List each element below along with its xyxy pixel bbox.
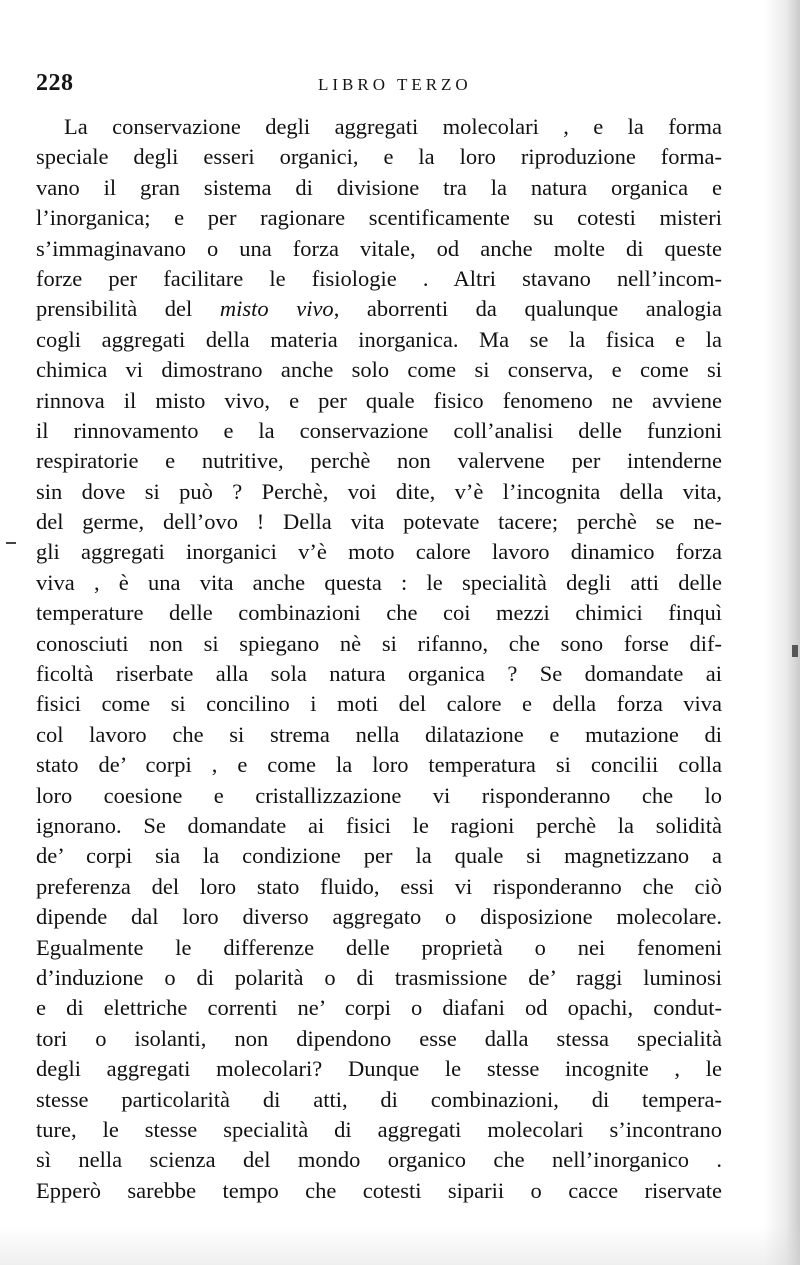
text-line: tori o isolanti, non dipendono esse dalla stessa specialità xyxy=(36,1025,722,1051)
margin-dash xyxy=(6,542,16,544)
text-line: respiratorie e nutritive, perchè non valervene per intenderne xyxy=(36,448,722,474)
text-line: fisici come si concilino i moti del calore e della forza viva xyxy=(36,691,722,717)
text-line: temperature delle combinazioni che coi mezzi chimici finquì xyxy=(36,600,722,626)
text-line: degli aggregati molecolari? Dunque le stesse incognite , le xyxy=(36,1056,722,1082)
text-line: forze per facilitare le fisiologie . Altri stavano nell’incom- xyxy=(36,265,722,291)
text-line: sì nella scienza del mondo organico che nell’inorganico . xyxy=(36,1147,722,1173)
text-line: stesse particolarità di atti, di combinazioni, di tempera- xyxy=(36,1086,722,1112)
text-line: ture, le stesse specialità di aggregati molecolari s’incontrano xyxy=(36,1116,722,1142)
text-line: rinnova il misto vivo, e per quale fisico fenomeno ne avviene xyxy=(36,387,722,413)
text-line: e di elettriche correnti ne’ corpi o diafani od opachi, condut- xyxy=(36,995,722,1021)
page-number: 228 xyxy=(36,70,74,96)
text-line: cogli aggregati della materia inorganica. Ma se la fisica e la xyxy=(36,326,722,352)
page-bottom-shadow xyxy=(0,1225,800,1265)
text-line: d’induzione o di polarità o di trasmissione de’ raggi luminosi xyxy=(36,964,722,990)
text-line: La conservazione degli aggregati molecolari , e la forma xyxy=(64,114,722,139)
text-line: prensibilità del misto vivo, aborrenti da qualunque analogia xyxy=(36,296,723,322)
text-line: col lavoro che si strema nella dilatazione e mutazione di xyxy=(36,721,722,747)
text-line: gli aggregati inorganici v’è moto calore lavoro dinamico forza xyxy=(36,539,722,565)
text-line: chimica vi dimostrano anche solo come si conserva, e come si xyxy=(36,357,722,383)
page-edge-shadow xyxy=(764,0,800,1265)
text-line: loro coesione e cristallizzazione vi risponderanno che lo xyxy=(36,782,722,808)
emphasized-phrase: misto vivo xyxy=(219,296,334,322)
text-line: de’ corpi sia la condizione per la quale si magnetizzano a xyxy=(36,843,722,869)
text-line: del germe, dell’ovo ! Della vita potevate tacere; perchè se ne- xyxy=(36,509,722,535)
text-line: Epperò sarebbe tempo che cotesti siparii o cacce riservate xyxy=(36,1177,722,1203)
text-line: il rinnovamento e la conservazione coll’analisi delle funzioni xyxy=(36,417,722,443)
text-line: vano il gran sistema di divisione tra la natura organica e xyxy=(36,174,722,200)
text-line: viva , è una vita anche questa : le specialità degli atti delle xyxy=(36,569,722,595)
text-line: s’immaginavano o una forza vitale, od anche molte di queste xyxy=(36,235,722,261)
page-header xyxy=(36,70,726,104)
text-line: Egualmente le differenze delle proprietà o nei fenomeni xyxy=(36,934,722,960)
text-line: sin dove si può ? Perchè, voi dite, v’è l’incognita della vita, xyxy=(36,478,722,504)
text-line: stato de’ corpi , e come la loro temperatura si concilii colla xyxy=(36,752,722,778)
text-line: ignorano. Se domandate ai fisici le ragioni perchè la solidità xyxy=(36,812,722,838)
body-text xyxy=(36,112,722,1206)
text-line: ficoltà riserbate alla sola natura organica ? Se domandate ai xyxy=(36,661,722,687)
text-line: conosciuti non si spiegano nè si rifanno, che sono forse dif- xyxy=(36,630,722,656)
text-line: preferenza del loro stato fluido, essi vi risponderanno che ciò xyxy=(36,873,722,899)
text-line: l’inorganica; e per ragionare scentificamente su cotesti misteri xyxy=(36,205,722,231)
running-head: LIBRO TERZO xyxy=(318,75,472,94)
text-line: dipende dal loro diverso aggregato o disposizione molecolare. xyxy=(36,904,722,930)
text-line: speciale degli esseri organici, e la loro riproduzione forma- xyxy=(36,144,722,170)
margin-tick xyxy=(792,645,798,657)
